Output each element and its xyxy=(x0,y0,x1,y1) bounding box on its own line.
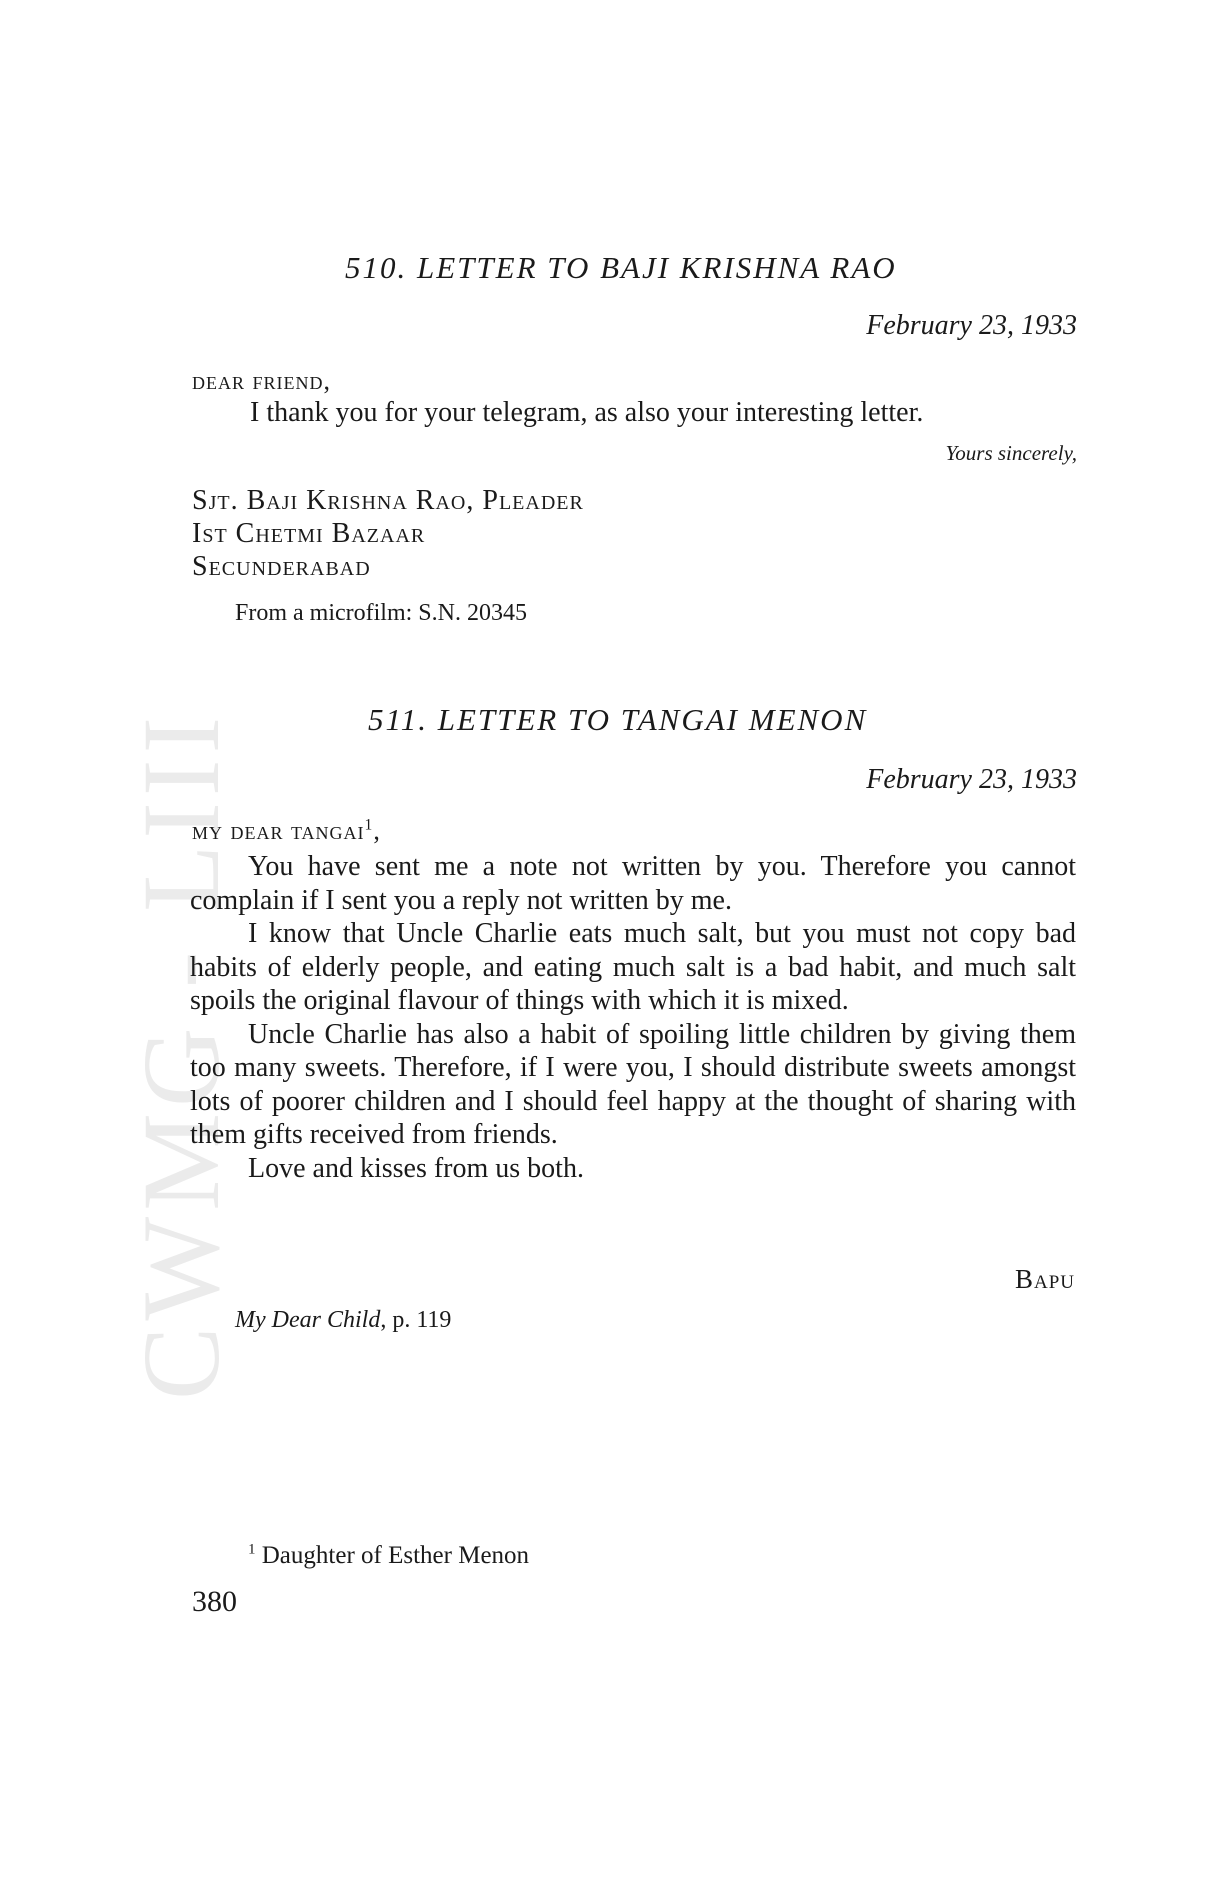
address-line: Sjt. Baji Krishna Rao, Pleader xyxy=(192,485,584,516)
letter-510-body: I thank you for your telegram, as also your interesting letter. xyxy=(250,397,924,428)
paragraph: Love and kisses from us both. xyxy=(248,1152,584,1184)
footnote-number: 1 xyxy=(248,1541,256,1558)
paragraph: I know that Uncle Charlie eats much salt, but you must not copy bad habits of elderly people, and eating much salt is a bad habit, and much salt spoils the original flavour of things with which it is mixed. xyxy=(190,918,1076,1016)
letter-510-closing: Yours sincerely, xyxy=(945,441,1077,465)
address-line: Secunderabad xyxy=(192,551,371,582)
letter-511-signature: Bapu xyxy=(1014,1264,1075,1294)
letter-510-salutation: dear friend, xyxy=(192,366,332,395)
letter-510-heading: 510. LETTER TO BAJI KRISHNA RAO xyxy=(345,250,897,285)
letter-510-date: February 23, 1933 xyxy=(866,310,1077,341)
letter-511-salutation xyxy=(192,816,381,846)
salutation-text: my dear tangai xyxy=(192,816,365,845)
watermark: CWMG - LIII xyxy=(120,710,242,1400)
letter-510-source: From a microfilm: S.N. 20345 xyxy=(235,600,527,626)
footnote-marker: 1 xyxy=(364,816,374,834)
source-title: My Dear Child xyxy=(235,1307,381,1333)
address-line: Ist Chetmi Bazaar xyxy=(192,518,426,549)
footnote-text: Daughter of Esther Menon xyxy=(261,1542,530,1569)
page-number: 380 xyxy=(192,1585,237,1618)
paragraph: Uncle Charlie has also a habit of spoiling little children by giving them too many sweets. Therefore, if I were you, I should distribute sweets amongst lots of poorer children and I should feel happy at the thought of sharing with them gifts received from friends. xyxy=(190,1018,1076,1150)
paragraph: You have sent me a note not written by you. Therefore you cannot complain if I sent you a reply not written by me. xyxy=(190,851,1076,916)
footnote xyxy=(248,1542,529,1570)
letter-510-address xyxy=(192,484,584,583)
source-page: , p. 119 xyxy=(380,1307,452,1333)
letter-511-date: February 23, 1933 xyxy=(866,764,1077,795)
letter-511-source xyxy=(235,1307,451,1334)
salutation-comma: , xyxy=(373,816,381,845)
letter-511-heading: 511. LETTER TO TANGAI MENON xyxy=(368,702,868,737)
letter-511-body xyxy=(190,850,1076,1185)
